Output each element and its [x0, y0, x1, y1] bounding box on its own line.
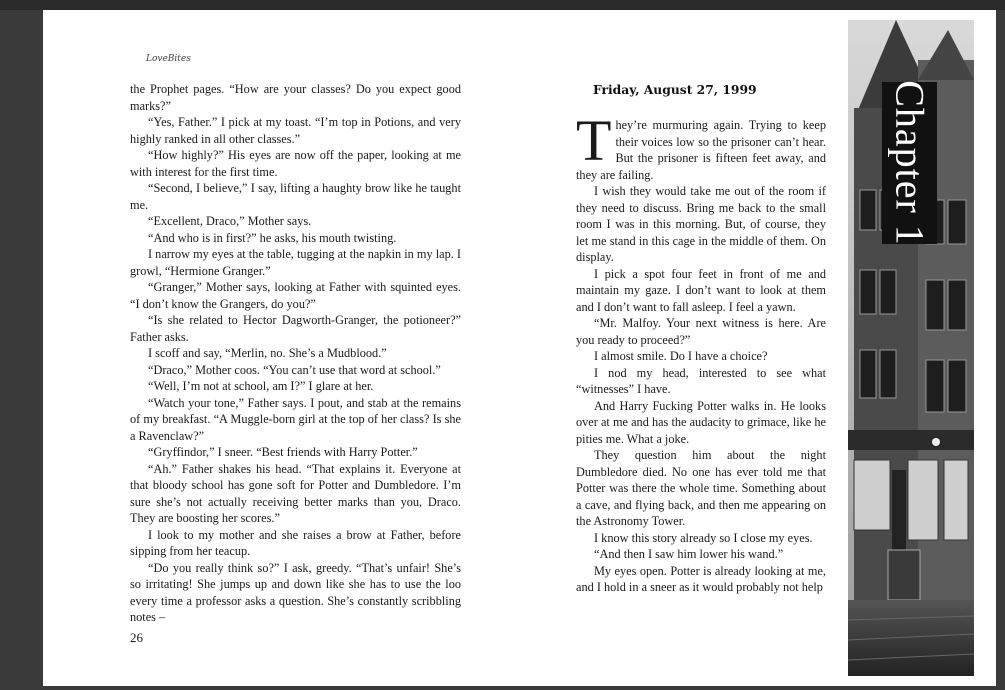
left-page-text: [130, 81, 461, 626]
chapter-heading: Chapter 1: [887, 80, 933, 246]
chapter-date: Friday, August 27, 1999: [593, 82, 757, 97]
paragraph: “Draco,” Mother coos. “You can’t use that word at school.”: [148, 362, 441, 377]
paragraph: My eyes open. Potter is already looking at me, and I hold in a sneer as it would probably not help: [576, 563, 826, 594]
paragraph: I almost smile. Do I have a choice?: [594, 349, 768, 363]
paragraph: “Second, I believe,” I say, lifting a haughty brow like he taught me.: [130, 181, 461, 212]
paragraph: I narrow my eyes at the table, tugging at the napkin in my lap. I growl, “Hermione Granger.”: [130, 247, 461, 278]
paragraph: “Yes, Father.” I pick at my toast. “I’m top in Potions, and very highly ranked in all other classes.”: [130, 115, 461, 146]
publisher-logo: LoveBites: [146, 54, 191, 64]
paragraph: “And who is in first?” he asks, his mouth twisting.: [148, 230, 397, 245]
paragraph: “Ah.” Father shakes his head. “That explains it. Everyone at that bloody school has gone soft for Potter and Dumbledore. I’m sure she’s not actually receiving better marks than you, Draco. They are boosting her scores.”: [130, 461, 461, 525]
paragraph: And Harry Fucking Potter walks in. He looks over at me and has the audacity to grimace, like he pities me. What a joke.: [576, 398, 826, 446]
viewer-top-bar: [0, 0, 1005, 10]
paragraph: “Do you really think so?” I ask, greedy. “That’s unfair! She’s so irritating! She jumps up and down like she has to use the loo every time a professor asks a question. She’s constantly scribbling notes –: [130, 560, 461, 624]
paragraph: I pick a spot four feet in front of me and maintain my gaze. I don’t want to look at them and I don’t want to fall asleep. I feel a yawn.: [576, 266, 826, 314]
paragraph: I scoff and say, “Merlin, no. She’s a Mudblood.”: [148, 346, 387, 360]
paragraph: I know this story already so I close my eyes.: [594, 530, 813, 545]
paragraph: “Mr. Malfoy. Your next witness is here. Are you ready to proceed?”: [576, 316, 826, 347]
paragraph: the Prophet pages. “How are your classes? Do you expect good marks?”: [130, 82, 461, 113]
paragraph: “How highly?” His eyes are now off the paper, looking at me with interest for the first time.: [130, 148, 461, 179]
paragraph: I look to my mother and she raises a brow at Father, before sipping from her teacup.: [130, 527, 461, 558]
opening-paragraph: [576, 108, 826, 183]
paragraph: I wish they would take me out of the room if they need to discuss. Bring me back to the small room I was in this morning. But, of course, they let me stand in this cage in the middle of them. On display.: [576, 184, 826, 264]
opening-text: hey’re murmuring again. Trying to keep their voices low so the prisoner can’t hear. But the prisoner is fifteen feet away, and they are failing.: [576, 118, 826, 182]
paragraph: “Is she related to Hector Dagworth-Granger, the potioneer?” Father asks.: [130, 313, 461, 344]
right-page-text: [576, 108, 826, 596]
paragraph: “Granger,” Mother says, looking at Father with squinted eyes. “I don’t know the Grangers, do you?”: [130, 280, 461, 311]
paragraph: I nod my head, interested to see what “witnesses” I have.: [576, 365, 826, 396]
paragraph: “Gryffindor,” I sneer. “Best friends with Harry Potter.”: [148, 445, 418, 459]
page-number: 26: [130, 630, 143, 645]
paragraph: “Excellent, Draco,” Mother says.: [148, 214, 312, 228]
paragraph: “And then I saw him lower his wand.”: [594, 547, 784, 561]
paragraph: “Watch your tone,” Father says. I pout, and stab at the remains of my breakfast. “A Muggle-born girl at the top of her class? Is she a Ravenclaw?”: [130, 395, 461, 443]
drop-cap: T: [576, 108, 612, 173]
paragraph: They question him about the night Dumbledore died. No one has ever told me that Potter was there the whole time. Something about a cave, and flying back, and then me appearing on the Astronomy Tower.: [576, 448, 826, 528]
paragraph: “Well, I’m not at school, am I?” I glare at her.: [148, 379, 374, 393]
